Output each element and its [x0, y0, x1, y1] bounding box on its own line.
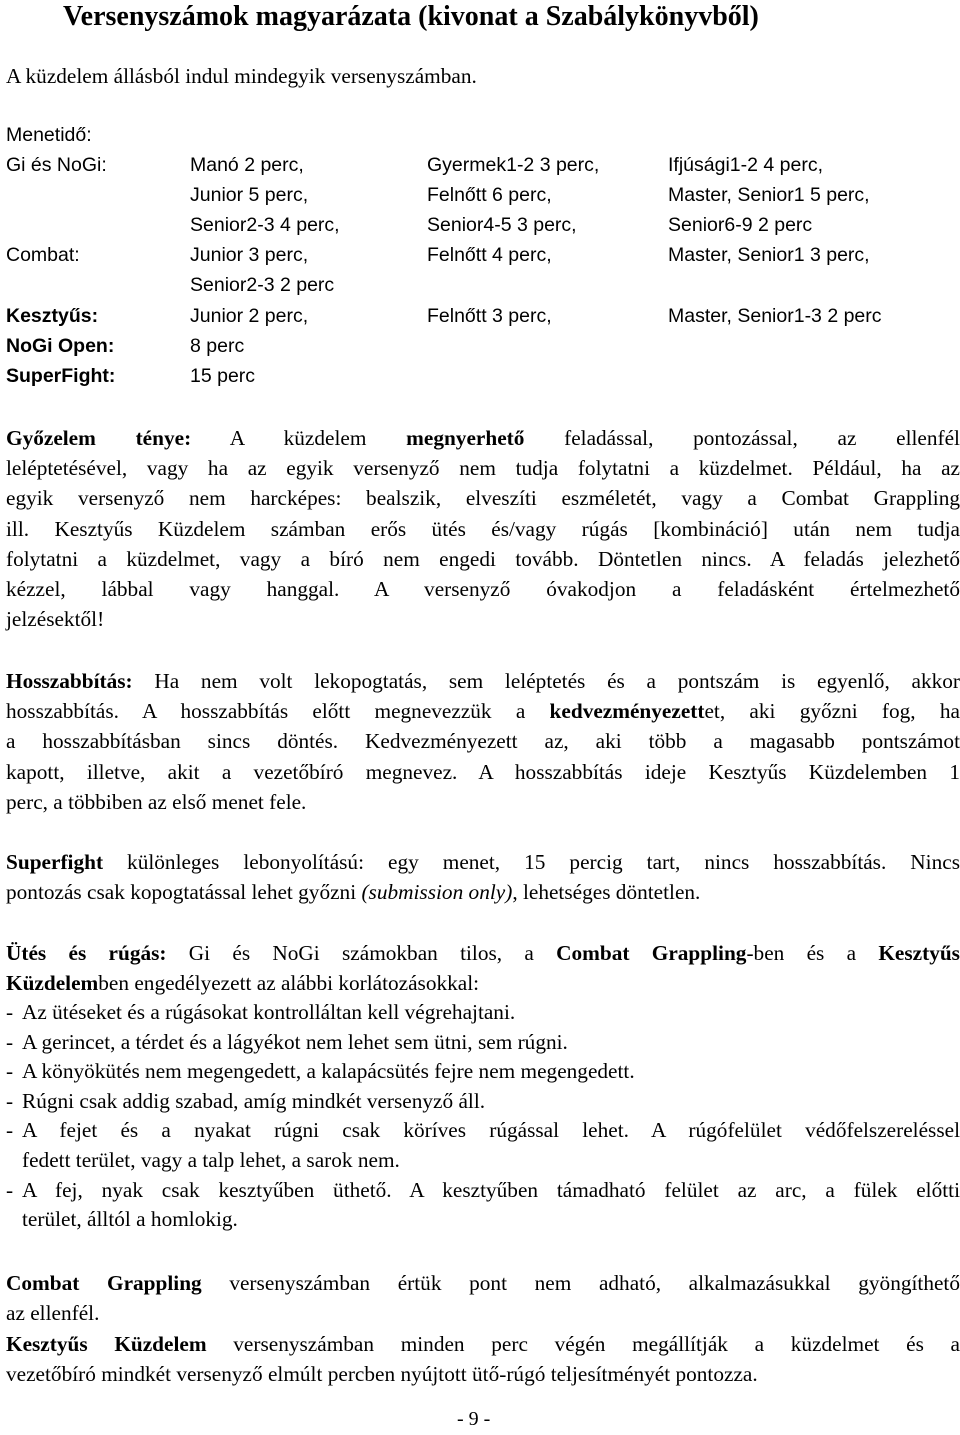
- kesztyus-paragraph: Kesztyűs Küzdelem versenyszámban minden perc végén megállítják a küzdelmet és a vezetőbíró mindkét versenyző elmúlt percben nyújtott ütő-rúgó teljesítményét pontozza.: [6, 1332, 960, 1387]
- menetido-row-label: NoGi Open:: [6, 335, 115, 357]
- menetido-cell: Junior 5 perc,: [190, 184, 309, 206]
- page-title: Versenyszámok magyarázata (kivonat a Szabálykönyvből): [63, 1, 759, 32]
- intro-text: A küzdelem állásból indul mindegyik versenyszámban.: [6, 64, 477, 88]
- menetido-cell: Felnőtt 4 perc,: [427, 244, 552, 266]
- kesztyus-heading: Kesztyűs Küzdelem: [6, 1332, 207, 1356]
- menetido-cell: Senior4-5 3 perc,: [427, 214, 577, 236]
- restriction-line: A fej, nyak csak kesztyűben üthető. A kesztyűben támadható felület az arc, a fülek előtti: [22, 1177, 960, 1202]
- list-dash: -: [6, 1059, 14, 1084]
- menetido-cell: Manó 2 perc,: [190, 154, 304, 176]
- restriction-item: [6, 1087, 960, 1117]
- menetido-cell: Felnőtt 3 perc,: [427, 305, 552, 327]
- menetido-cell: Master, Senior1 3 perc,: [668, 244, 870, 266]
- menetido-row-label: Combat:: [6, 244, 80, 266]
- menetido-cell: Junior 3 perc,: [190, 244, 309, 266]
- superfight-heading: Superfight: [6, 850, 104, 874]
- restriction-item: [6, 1028, 960, 1058]
- combat-paragraph: Combat Grappling versenyszámban értük pont nem adható, alkalmazásukkal gyöngíthető az ellenfél.: [6, 1271, 960, 1326]
- menetido-cell: Felnőtt 6 perc,: [427, 184, 552, 206]
- restriction-line: A fejet és a nyakat rúgni csak köríves rúgással lehet. A rúgófelület védőfelszereléssel: [22, 1118, 960, 1143]
- menetido-cell: Senior2-3 4 perc,: [190, 214, 340, 236]
- menetido-cell: Senior6-9 2 perc: [668, 214, 813, 236]
- list-dash: -: [6, 1177, 14, 1202]
- menetido-cell: Gyermek1-2 3 perc,: [427, 154, 600, 176]
- restriction-line: Az ütéseket és a rúgásokat kontrolláltan kell végrehajtani.: [22, 1000, 516, 1024]
- restrictions-list: [6, 998, 960, 1235]
- kedvezmenyezett-term: kedvezményezett: [549, 699, 705, 724]
- menetido-cell: Master, Senior1 5 perc,: [668, 184, 870, 206]
- restriction-item: [6, 1116, 960, 1175]
- restriction-line: A gerincet, a térdet és a lágyékot nem lehet sem ütni, sem rúgni.: [22, 1029, 568, 1054]
- menetido-cell: Ifjúsági1-2 4 perc,: [668, 154, 824, 176]
- restriction-line: terület, álltól a homlokig.: [22, 1207, 238, 1232]
- list-dash: -: [6, 1088, 14, 1113]
- list-dash: -: [6, 1118, 14, 1143]
- page-number: - 9 -: [457, 1408, 491, 1430]
- menetido-row-label: Gi és NoGi:: [6, 154, 107, 176]
- restriction-line: Rúgni csak addig szabad, amíg mindkét versenyző áll.: [22, 1088, 486, 1113]
- restriction-item: [6, 1176, 960, 1235]
- menetido-cell: Senior2-3 2 perc: [190, 274, 335, 296]
- restriction-item: [6, 998, 960, 1028]
- menetido-heading: Menetidő:: [6, 124, 92, 146]
- combat-grappling-heading: Combat Grappling: [6, 1271, 202, 1295]
- submission-only-note: (submission only): [361, 880, 513, 905]
- menetido-cell: Junior 2 perc,: [190, 305, 309, 327]
- restriction-line: fedett terület, vagy a talp lehet, a sarok nem.: [22, 1147, 400, 1172]
- menetido-cell: Master, Senior1-3 2 perc: [668, 305, 882, 327]
- superfight-paragraph: Superfight különleges lebonyolítású: egy menet, 15 percig tart, nincs hosszabbítás. Nincs pontozás csak kopogtatással lehet győzni (submission only), lehetséges döntetlen.: [6, 850, 960, 905]
- list-dash: -: [6, 1000, 14, 1024]
- restriction-line: A könyökütés nem megengedett, a kalapácsütés fejre nem megengedett.: [22, 1059, 635, 1084]
- list-dash: -: [6, 1029, 14, 1054]
- gyozelem-heading: Győzelem ténye:: [6, 426, 192, 450]
- hosszabbitas-heading: Hosszabbítás:: [6, 669, 133, 693]
- gyozelem-paragraph: Győzelem ténye: A küzdelem megnyerhető feladással, pontozással, az ellenfél leléptetésével, vagy ha az egyik versenyző nem tudja folytatni a küzdelmet. Például, ha az egyik versenyző nem harcképes: bealszik, elveszíti eszméletét, vagy a Combat Grappling ill. Kesztyűs Küzdelem számban erős ütés és/vagy rúgás [kombináció] után nem tudja folytatni a küzdelmet, vagy a bíró nem engedi tovább. Döntetlen nincs. A feladás jelezhető kézzel, lábbal vagy hanggal. A versenyző óvakodjon a feladásként értelmezhető jelzésektől!: [6, 426, 960, 632]
- restriction-item: [6, 1057, 960, 1087]
- menetido-row-label: SuperFight:: [6, 365, 116, 387]
- menetido-cell: 15 perc: [190, 365, 256, 387]
- megnyerheto-term: megnyerhető: [406, 426, 525, 450]
- utes-heading: Ütés és rúgás:: [6, 941, 167, 965]
- utes-paragraph: Ütés és rúgás: Gi és NoGi számokban tilos, a Combat Grappling-ben és a Kesztyűs Küzdelemben engedélyezett az alábbi korlátozásokkal:: [6, 941, 960, 996]
- hosszabbitas-paragraph: Hosszabbítás: Ha nem volt lekopogtatás, sem leléptetés és a pontszám is egyenlő, akkor hosszabbítás. A hosszabbítás előtt megnevezzük a kedvezményezettet, aki győzni fog, ha a hosszabbításban sincs döntés. Kedvezményezett az, aki több a magasabb pontszámot kapott, illetve, akit a vezetőbíró megnevez. A hosszabbítás ideje Kesztyűs Küzdelemben 1 perc, a többiben az első menet fele.: [6, 669, 960, 814]
- menetido-row-label: Kesztyűs:: [6, 305, 99, 327]
- menetido-cell: 8 perc: [190, 335, 245, 357]
